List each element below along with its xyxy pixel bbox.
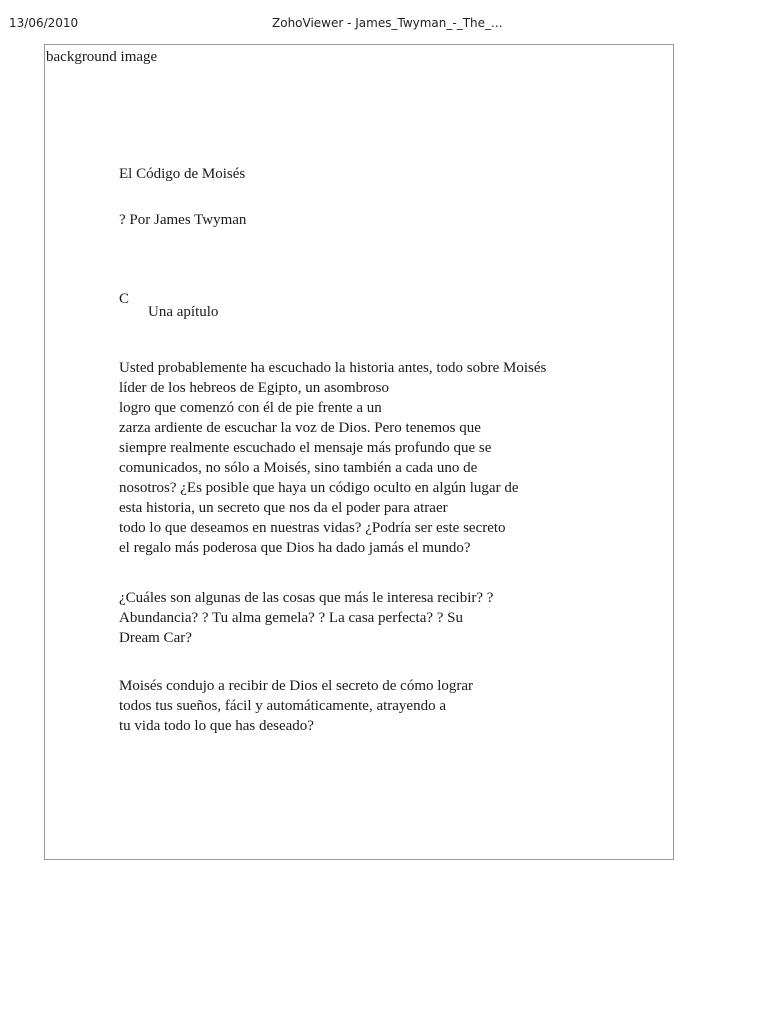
text-line: siempre realmente escuchado el mensaje más profundo que se bbox=[119, 440, 492, 456]
text-line: Usted probablemente ha escuchado la historia antes, todo sobre Moisés bbox=[119, 360, 547, 376]
text-line: comunicados, no sólo a Moisés, sino también a cada uno de bbox=[119, 460, 478, 476]
document-title: El Código de Moisés bbox=[119, 166, 246, 182]
text-line: Dream Car? bbox=[119, 630, 192, 646]
print-header bbox=[0, 16, 768, 34]
text-line: el regalo más poderosa que Dios ha dado jamás el mundo? bbox=[119, 540, 471, 556]
text-line: zarza ardiente de escuchar la voz de Dios. Pero tenemos que bbox=[119, 420, 481, 436]
paragraph-2 bbox=[119, 588, 493, 648]
print-title: ZohoViewer - James_Twyman_-_The_... bbox=[272, 16, 503, 30]
document-author: ? Por James Twyman bbox=[119, 212, 247, 228]
text-line: logro que comenzó con él de pie frente a un bbox=[119, 400, 382, 416]
text-line: nosotros? ¿Es posible que haya un código oculto en algún lugar de bbox=[119, 480, 519, 496]
print-date: 13/06/2010 bbox=[9, 16, 79, 30]
text-line: ¿Cuáles son algunas de las cosas que más le interesa recibir? ? bbox=[119, 590, 494, 606]
document-page bbox=[44, 44, 674, 860]
text-line: Moisés condujo a recibir de Dios el secreto de cómo lograr bbox=[119, 678, 474, 694]
background-image-placeholder: background image bbox=[46, 49, 158, 65]
text-line: tu vida todo lo que has deseado? bbox=[119, 718, 314, 734]
paragraph-3 bbox=[119, 676, 473, 736]
chapter-label: Una apítulo bbox=[148, 304, 219, 320]
text-line: todos tus sueños, fácil y automáticamente, atrayendo a bbox=[119, 698, 446, 714]
chapter-dropcap: C bbox=[119, 291, 130, 307]
text-line: Abundancia? ? Tu alma gemela? ? La casa perfecta? ? Su bbox=[119, 610, 464, 626]
text-line: todo lo que deseamos en nuestras vidas? ¿Podría ser este secreto bbox=[119, 520, 506, 536]
text-line: esta historia, un secreto que nos da el poder para atraer bbox=[119, 500, 448, 516]
text-line: líder de los hebreos de Egipto, un asombroso bbox=[119, 380, 389, 396]
paragraph-1 bbox=[119, 358, 546, 558]
